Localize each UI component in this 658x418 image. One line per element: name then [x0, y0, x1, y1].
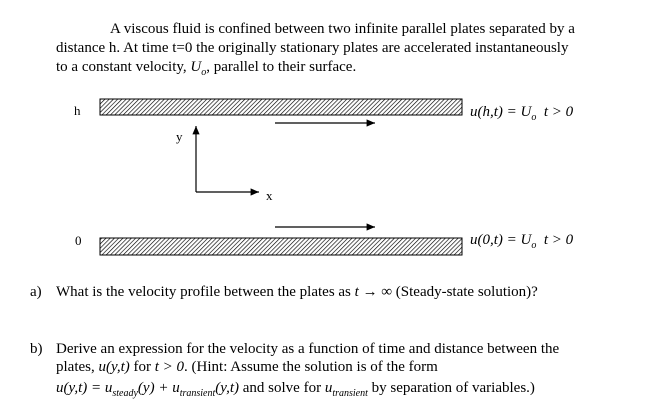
question-b-line-3: $u(y,t) = u_{steady}(y) + u_{transient}(y,t)$ and solve for $u_{transient}$ by separation of variables.) — [56, 380, 535, 399]
question-b-line-2: plates, u(y,t) for t > 0. (Hint: Assume the solution is of the form — [56, 359, 438, 375]
axis-label-x: x — [266, 188, 273, 203]
bottom-boundary-condition: $u(0,t) = U_o$ t > 0 — [470, 232, 574, 251]
intro-line-3: to a constant velocity, $U_o$, parallel to their surface. — [56, 59, 357, 78]
top-boundary-condition: $u(h,t) = U_o$ t > 0 — [470, 104, 574, 123]
axis-label-y: y — [176, 129, 183, 144]
bottom-plate — [100, 238, 462, 255]
question-b-marker: b) — [30, 341, 43, 357]
top-plate — [100, 99, 462, 115]
intro-line-1: A viscous fluid is confined between two infinite parallel plates separated by a — [110, 21, 575, 37]
question-a-marker: a) — [30, 284, 42, 300]
intro-line-2: distance h. At time t=0 the originally stationary plates are accelerated instantaneously — [56, 40, 569, 56]
question-b-line-1: Derive an expression for the velocity as a function of time and distance between the — [56, 341, 560, 357]
label-zero: 0 — [75, 233, 82, 248]
label-h: h — [74, 103, 81, 118]
question-a-text: What is the velocity profile between the plates as t → ∞ (Steady-state solution)? — [56, 284, 538, 300]
